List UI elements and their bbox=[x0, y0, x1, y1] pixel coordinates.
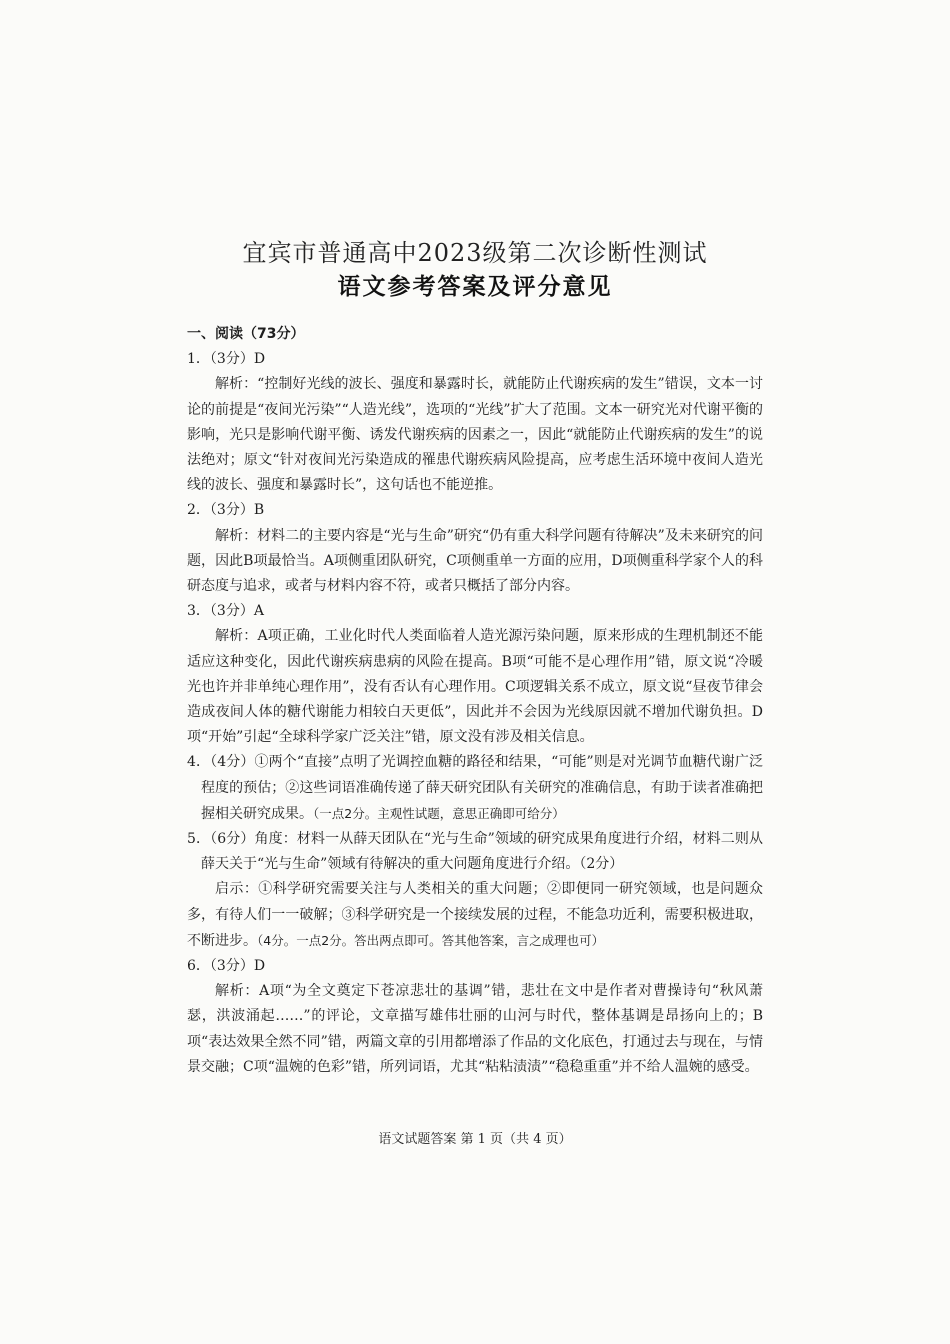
question-3-answer: 3．（3分）A bbox=[187, 603, 264, 620]
question-5-answer: 5．（6分）角度：材料一从薛天团队在“光与生命”领域的研究成果角度进行介绍，材料二则从薛天关于“光与生命”领域有待解决的重大问题角度进行介绍。（2分） bbox=[187, 831, 763, 873]
question-5-inspiration-block bbox=[187, 877, 763, 954]
answer-content bbox=[187, 322, 763, 1080]
question-5-inspiration: 启示：①科学研究需要关注与人类相关的重大问题；②即便同一研究领域，也是问题众多，有待人们一一破解；③科学研究是一个接续发展的过程，不能急功近利，需要积极进取，不断进步。 bbox=[187, 881, 763, 949]
question-4-block bbox=[187, 750, 763, 827]
question-2-explanation: 解析：材料二的主要内容是“光与生命”研究“仍有重大科学问题有待解决”及未来研究的问题，因此B项最恰当。A项侧重团队研究，C项侧重单一方面的应用，D项侧重科学家个人的科研态度与追求，或者与材料内容不符，或者只概括了部分内容。 bbox=[187, 527, 763, 595]
page-footer: 语文试题答案 第 1 页（共 4 页） bbox=[378, 1132, 572, 1147]
question-2-answer: 2．（3分）B bbox=[187, 502, 265, 519]
question-4-scoring-note: （一点2分。主观性试题，意思正确即可给分） bbox=[313, 805, 565, 821]
section-heading-reading: 一、阅读（73分） bbox=[187, 326, 305, 342]
question-3-explanation: 解析：A项正确，工业化时代人类面临着人造光源污染问题，原来形成的生理机制还不能适应这种变化，因此代谢疾病患病的风险在提高。B项“可能不是心理作用”错，原文说“冷暖光也许并非单纯心理作用”，没有否认有心理作用。C项逻辑关系不成立，原文说“昼夜节律会造成夜间人体的糖代谢能力相较白天更低”，因此并不会因为光线原因就不增加代谢负担。D项“开始”引起“全球科学家广泛关注”错，原文没有涉及相关信息。 bbox=[187, 628, 763, 746]
question-1-answer: 1．（3分）D bbox=[187, 351, 266, 368]
question-6-explanation: 解析：A项“为全文奠定下苍凉悲壮的基调”错，悲壮在文中是作者对曹操诗句“秋风萧瑟，洪波涌起……”的评论，文章描写雄伟壮丽的山河与时代，整体基调是昂扬向上的；B项“表达效果全然不同”错，两篇文章的引用都增添了作品的文化底色，打通过去与现在，与情景交融；C项“温婉的色彩”错，所列词语，尤其“粘粘渍渍”“稳稳重重”并不给人温婉的感受。 bbox=[187, 983, 763, 1075]
question-4-answer: 4．（4分）①两个“直接”点明了光调控血糖的路径和结果，“可能”则是对光调节血糖代谢广泛程度的预估；②这些词语准确传递了薛天研究团队有关研究的准确信息，有助于读者准确把握相关研究成果。 bbox=[187, 754, 763, 822]
question-5-scoring-note: （4分。一点2分。答出两点即可。答其他答案，言之成理也可） bbox=[257, 932, 605, 948]
answer-key-subtitle: 语文参考答案及评分意见 bbox=[337, 273, 613, 300]
question-5-block bbox=[187, 827, 763, 877]
question-6-answer: 6．（3分）D bbox=[187, 958, 266, 975]
exam-title: 宜宾市普通高中2023级第二次诊断性测试 bbox=[242, 239, 708, 267]
question-1-explanation: 解析：“控制好光线的波长、强度和暴露时长，就能防止代谢疾病的发生”错误，文本一讨论的前提是“夜间光污染”“人造光线”，选项的“光线”扩大了范围。文本一研究光对代谢平衡的影响，光只是影响代谢平衡、诱发代谢疾病的因素之一，因此“就能防止代谢疾病的发生”的说法绝对；原文“针对夜间光污染造成的罹患代谢疾病风险提高，应考虑生活环境中夜间人造光线的波长、强度和暴露时长”，这句话也不能逆推。 bbox=[187, 376, 763, 494]
